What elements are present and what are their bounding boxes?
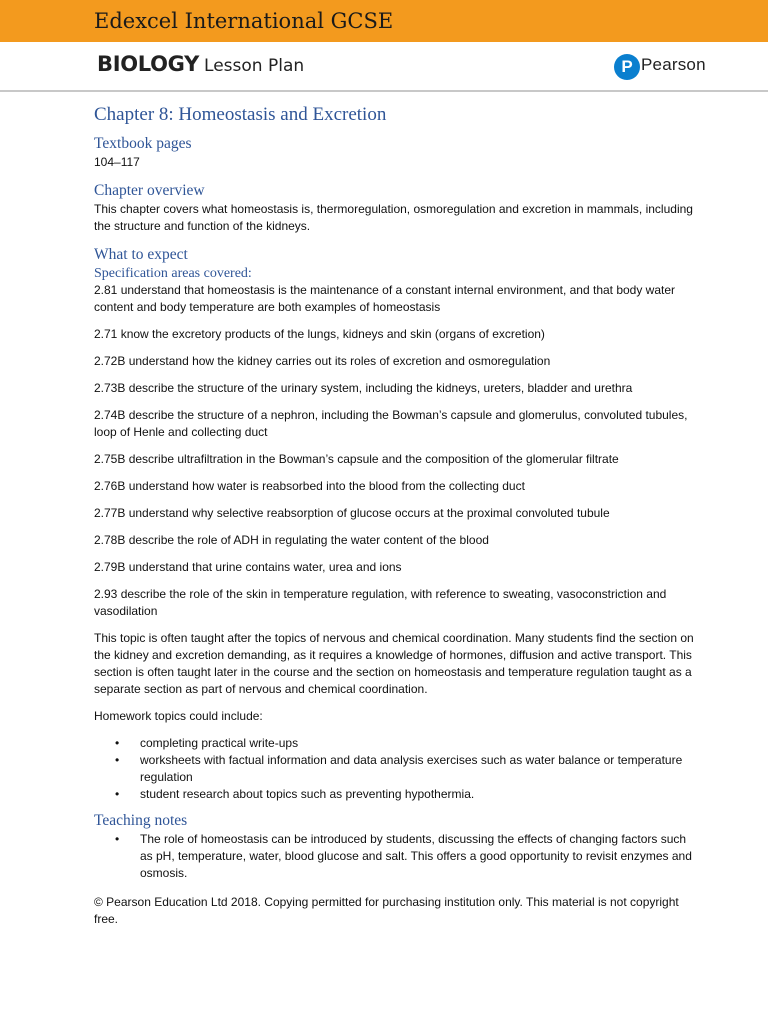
teaching-list bbox=[94, 831, 694, 882]
teaching-heading: Teaching notes bbox=[94, 812, 188, 829]
spec-item: 2.79B understand that urine contains water, urea and ions bbox=[94, 560, 402, 574]
overview-heading: Chapter overview bbox=[94, 182, 205, 199]
pearson-logo-text: Pearson bbox=[641, 55, 706, 74]
textbook-heading: Textbook pages bbox=[94, 135, 192, 152]
list-item: • completing practical write-ups bbox=[94, 735, 694, 752]
list-item: • worksheets with factual information and data analysis exercises such as water balance or temperature regulation bbox=[94, 752, 694, 786]
homework-intro: Homework topics could include: bbox=[94, 709, 263, 723]
topic-paragraph: This topic is often taught after the topics of nervous and chemical coordination. Many students find the section on the kidney and excretion demanding, as it requires a knowledge of hormones, diffusion and active transport. This section is often taught later in the course and the section on homeostasis and temperature regulation taught as a separate section as part of nervous and chemical coordination. bbox=[94, 631, 694, 696]
spec-item: 2.78B describe the role of ADH in regulating the water content of the blood bbox=[94, 533, 489, 547]
homework-list bbox=[94, 735, 694, 803]
subject-subtitle: Lesson Plan bbox=[204, 56, 305, 76]
spec-heading: Specification areas covered: bbox=[94, 266, 252, 281]
overview-text: This chapter covers what homeostasis is, thermoregulation, osmoregulation and excretion in mammals, including the structure and function of the kidneys. bbox=[94, 202, 693, 233]
spec-item: 2.81 understand that homeostasis is the maintenance of a constant internal environment, and that body water content and body temperature are both examples of homeostasis bbox=[94, 283, 676, 314]
document-body bbox=[94, 103, 694, 938]
subject-name: BIOLOGY bbox=[97, 52, 200, 76]
header-divider bbox=[0, 90, 768, 92]
header-banner bbox=[0, 0, 768, 42]
spec-item: 2.71 know the excretory products of the lungs, kidneys and skin (organs of excretion) bbox=[94, 327, 545, 341]
list-item: • student research about topics such as preventing hypothermia. bbox=[94, 786, 694, 803]
copyright-footer: © Pearson Education Ltd 2018. Copying permitted for purchasing institution only. This material is not copyright free. bbox=[94, 895, 679, 926]
spec-item: 2.77B understand why selective reabsorption of glucose occurs at the proximal convoluted tubule bbox=[94, 506, 610, 520]
subject-title bbox=[97, 52, 304, 76]
spec-item: 2.76B understand how water is reabsorbed into the blood from the collecting duct bbox=[94, 479, 525, 493]
spec-item: 2.74B describe the structure of a nephron, including the Bowman’s capsule and glomerulus, convoluted tubules, loop of Henle and collecting duct bbox=[94, 408, 688, 439]
spec-item: 2.75B describe ultrafiltration in the Bowman’s capsule and the composition of the glomerular filtrate bbox=[94, 452, 619, 466]
spec-item: 2.73B describe the structure of the urinary system, including the kidneys, ureters, bladder and urethra bbox=[94, 381, 633, 395]
chapter-title: Chapter 8: Homeostasis and Excretion bbox=[94, 104, 387, 125]
pearson-logo-icon: P bbox=[614, 54, 640, 80]
spec-item: 2.72B understand how the kidney carries out its roles of excretion and osmoregulation bbox=[94, 354, 551, 368]
spec-list bbox=[94, 282, 694, 620]
list-item: • The role of homeostasis can be introduced by students, discussing the effects of changing factors such as pH, temperature, water, blood glucose and salt. This offers a good opportunity to revisit enzymes and osmosis. bbox=[94, 831, 694, 882]
textbook-pages: 104–117 bbox=[94, 155, 140, 169]
spec-item: 2.93 describe the role of the skin in temperature regulation, with reference to sweating, vasoconstriction and vasodilation bbox=[94, 587, 667, 618]
expect-heading: What to expect bbox=[94, 246, 188, 263]
banner-title: Edexcel International GCSE bbox=[94, 9, 394, 33]
